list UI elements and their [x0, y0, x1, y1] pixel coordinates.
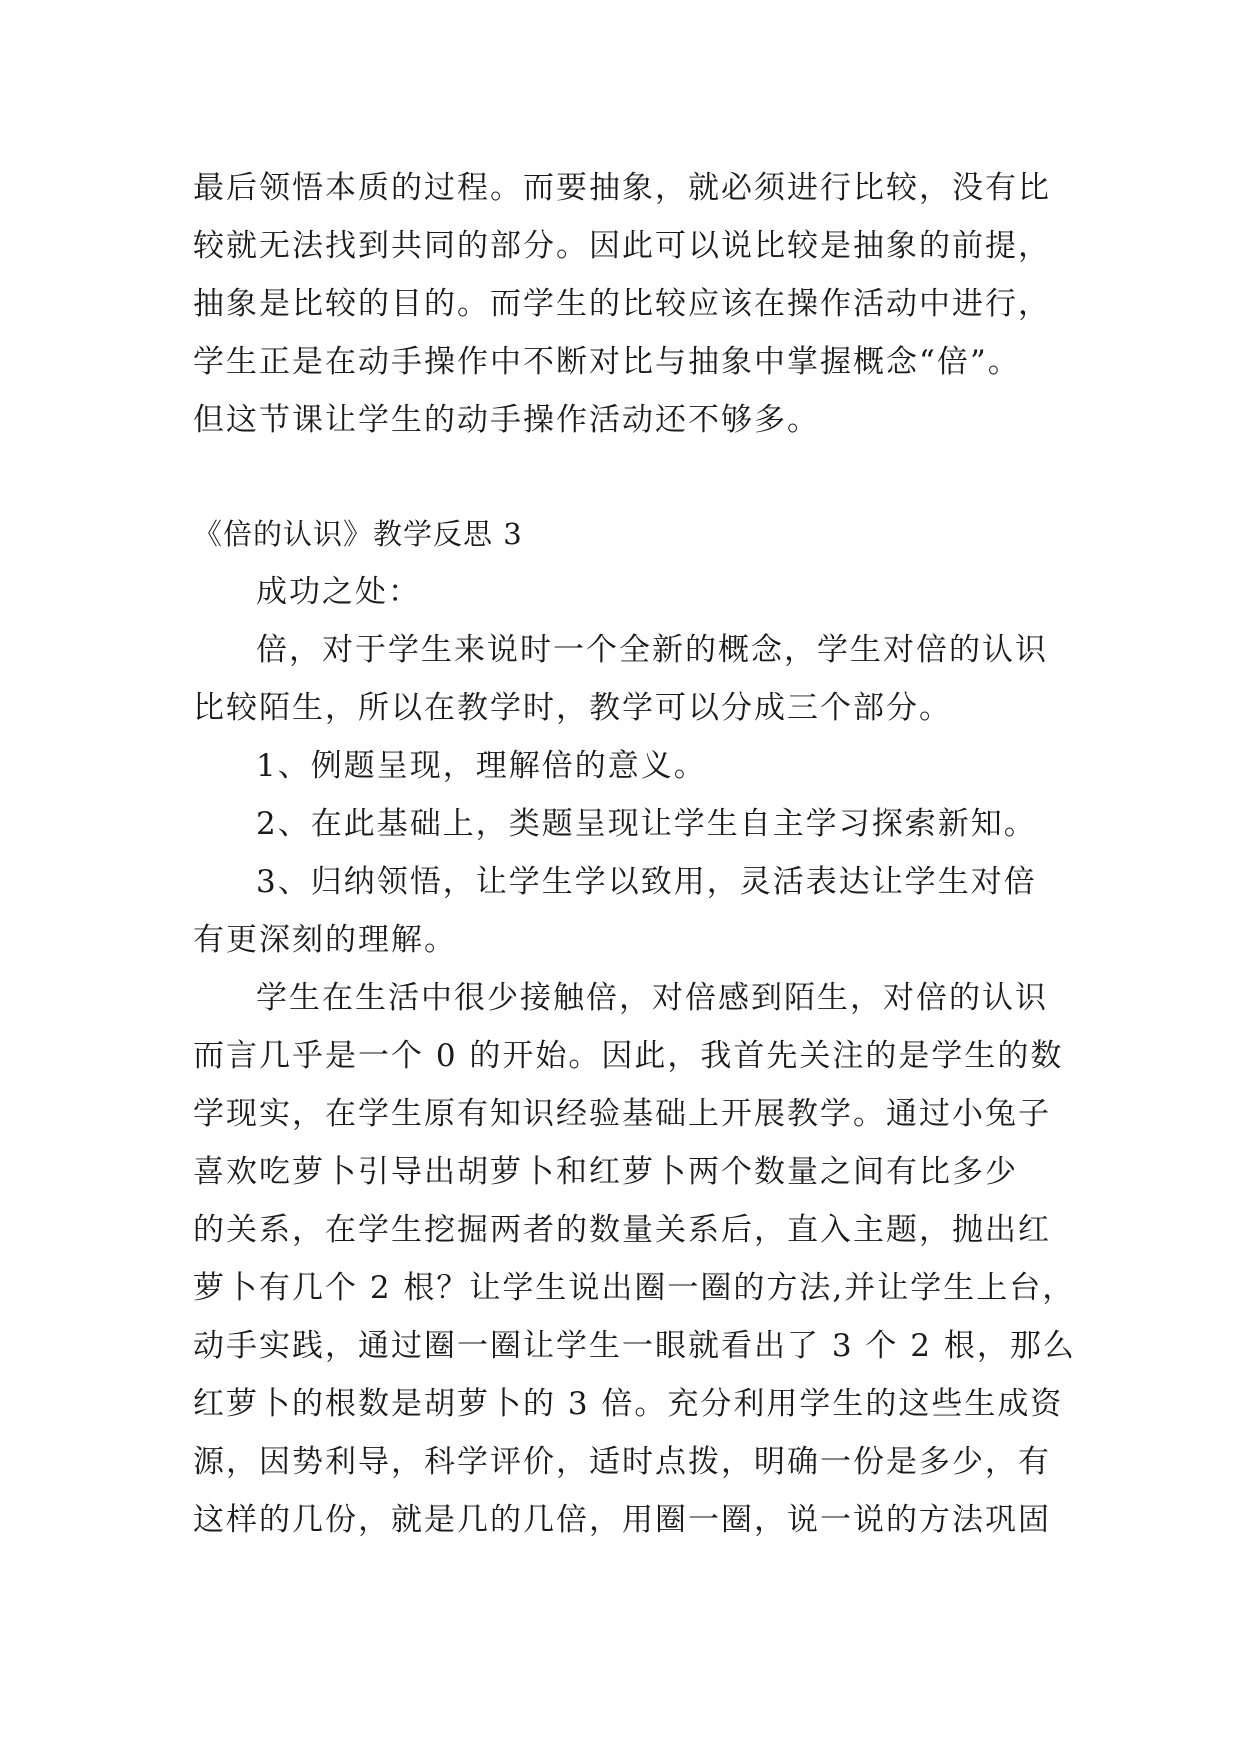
body-line: 而言几乎是一个 0 的开始。因此，我首先关注的是学生的数 [193, 1038, 1064, 1074]
body-line: 红萝卜的根数是胡萝卜的 3 倍。充分利用学生的这些生成资 [193, 1386, 1064, 1422]
list-item: 1、例题呈现，理解倍的意义。 [256, 748, 707, 784]
body-line: 的关系，在学生挖掘两者的数量关系后，直入主题，抛出红 [193, 1212, 1051, 1248]
intro-line: 比较陌生，所以在教学时，教学可以分成三个部分。 [193, 690, 952, 726]
section-title: 《倍的认识》教学反思 3 [193, 517, 523, 551]
list-item-continuation: 有更深刻的理解。 [193, 922, 457, 958]
list-item: 3、归纳领悟，让学生学以致用，灵活表达让学生对倍 [256, 864, 1037, 900]
paragraph-line: 较就无法找到共同的部分。因此可以说比较是抽象的前提， [193, 228, 1051, 264]
body-line: 学生在生活中很少接触倍，对倍感到陌生，对倍的认识 [256, 980, 1048, 1016]
paragraph-line: 学生正是在动手操作中不断对比与抽象中掌握概念“倍”。 [193, 344, 1021, 380]
success-label: 成功之处： [256, 574, 421, 610]
paragraph-line: 最后领悟本质的过程。而要抽象，就必须进行比较，没有比 [193, 170, 1051, 206]
body-line: 源，因势利导，科学评价，适时点拨，明确一份是多少，有 [193, 1444, 1051, 1480]
paragraph-line: 但这节课让学生的动手操作活动还不够多。 [193, 402, 820, 438]
body-line: 动手实践，通过圈一圈让学生一眼就看出了 3 个 2 根，那么 [193, 1328, 1076, 1364]
body-line: 喜欢吃萝卜引导出胡萝卜和红萝卜两个数量之间有比多少 [193, 1154, 1018, 1190]
body-line: 学现实，在学生原有知识经验基础上开展教学。通过小兔子 [193, 1096, 1051, 1132]
intro-line: 倍，对于学生来说时一个全新的概念，学生对倍的认识 [256, 632, 1048, 668]
body-line: 这样的几份，就是几的几倍，用圈一圈，说一说的方法巩固 [193, 1502, 1051, 1538]
list-item: 2、在此基础上，类题呈现让学生自主学习探索新知。 [256, 806, 1037, 842]
paragraph-line: 抽象是比较的目的。而学生的比较应该在操作活动中进行， [193, 286, 1051, 322]
body-line: 萝卜有几个 2 根？让学生说出圈一圈的方法,并让学生上台， [193, 1270, 1076, 1306]
